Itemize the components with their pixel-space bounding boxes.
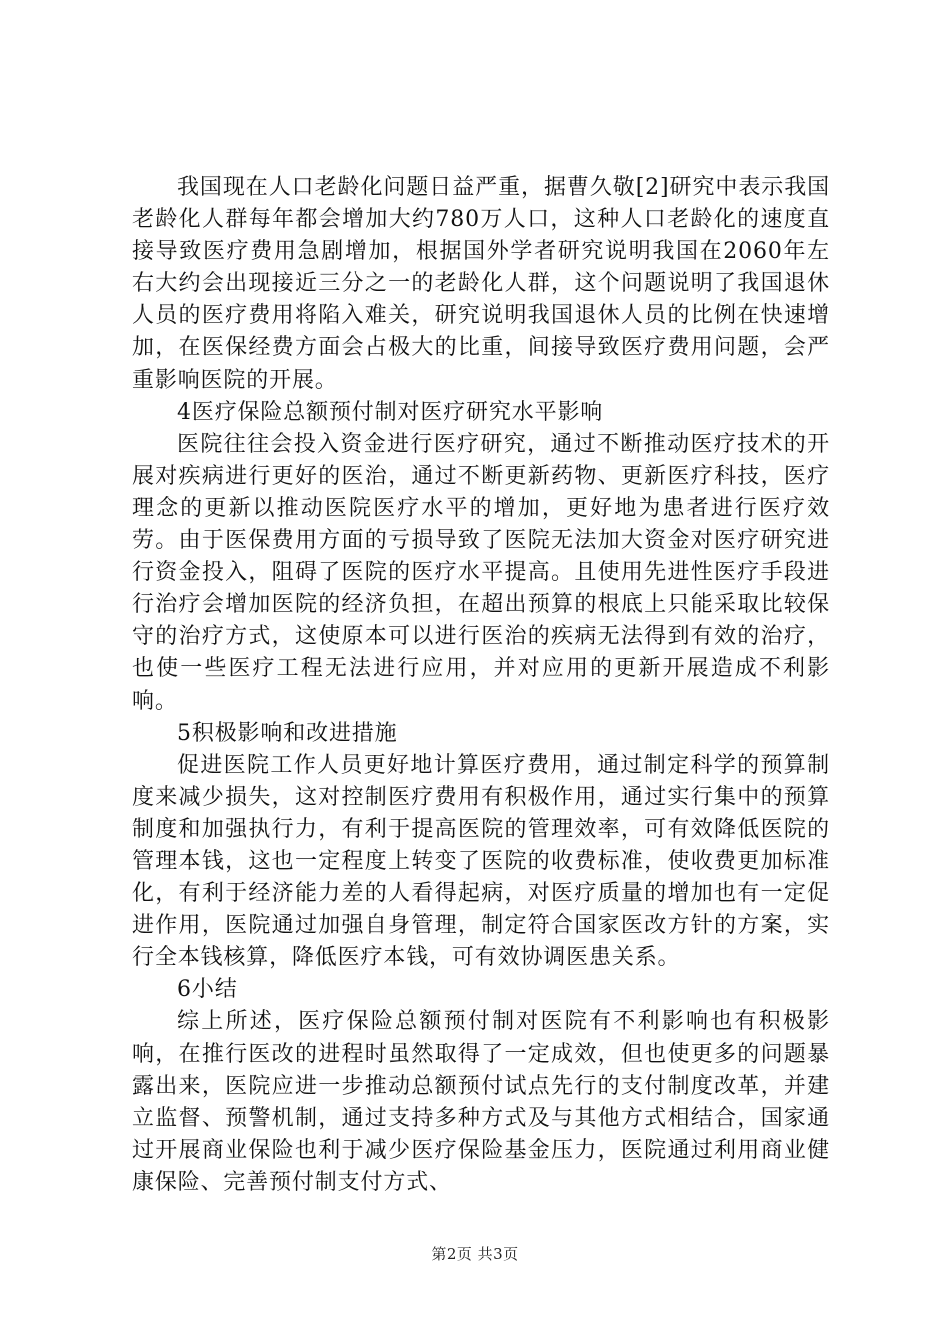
body-text — [132, 172, 830, 1199]
paragraph-aging-population: 我国现在人口老龄化问题日益严重，据曹久敬[2]研究中表示我国老龄化人群每年都会增加大约780万人口，这种人口老龄化的速度直接导致医疗费用急剧增加，根据国外学者研究说明我国在2060年左右大约会出现接近三分之一的老龄化人群，这个问题说明了我国退休人员的医疗费用将陷入难关，研究说明我国退休人员的比例在快速增加，在医保经费方面会占极大的比重，间接导致医疗费用问题，会严重影响医院的开展。 — [132, 175, 830, 393]
paragraph-summary: 综上所述，医疗保险总额预付制对医院有不利影响也有积极影响，在推行医改的进程时虽然取得了一定成效，但也使更多的问题暴露出来，医院应进一步推动总额预付试点先行的支付制度改革，并建立监督、预警机制，通过支持多种方式及与其他方式相结合，国家通过开展商业保险也利于减少医疗保险基金压力，医院通过利用商业健康保险、完善预付制支付方式、 — [132, 1009, 830, 1195]
section-heading-6: 6小结 — [177, 977, 238, 1003]
page-number-footer: 第2页 共3页 — [431, 1245, 519, 1263]
paragraph-positive-effects: 促进医院工作人员更好地计算医疗费用，通过制定科学的预算制度来减少损失，这对控制医疗费用有积极作用，通过实行集中的预算制度和加强执行力，有利于提高医院的管理效率，可有效降低医院的管理本钱，这也一定程度上转变了医院的收费标准，使收费更加标准化，有利于经济能力差的人看得起病，对医疗质量的增加也有一定促进作用，医院通过加强自身管理，制定符合国家医改方针的方案，实行全本钱核算，降低医疗本钱，可有效协调医患关系。 — [132, 752, 830, 971]
section-heading-4: 4医疗保险总额预付制对医疗研究水平影响 — [177, 399, 604, 425]
paragraph-medical-research: 医院往往会投入资金进行医疗研究，通过不断推动医疗技术的开展对疾病进行更好的医治，通过不断更新药物、更新医疗科技，医疗理念的更新以推动医院医疗水平的增加，更好地为患者进行医疗效劳。由于医保费用方面的亏损导致了医院无法加大资金对医疗研究进行资金投入，阻碍了医院的医疗水平提高。且使用先进性医疗手段进行治疗会增加医院的经济负担，在超出预算的根底上只能采取比较保守的治疗方式，这使原本可以进行医治的疾病无法得到有效的治疗，也使一些医疗工程无法进行应用，并对应用的更新开展造成不利影响。 — [132, 431, 830, 714]
section-heading-5: 5积极影响和改进措施 — [177, 720, 398, 746]
